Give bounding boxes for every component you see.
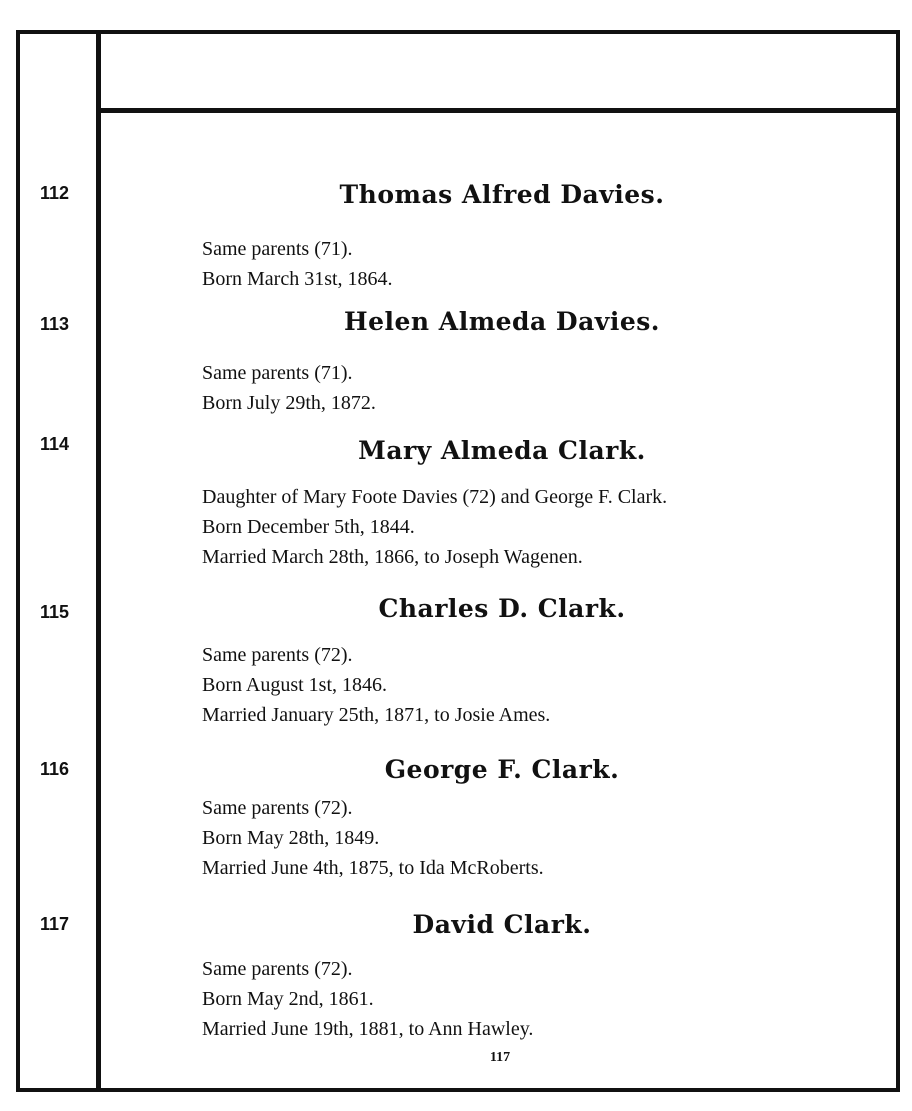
- entry-line: Same parents (72).: [202, 644, 353, 666]
- entry-line: Born March 31st, 1864.: [202, 268, 393, 290]
- entry-line: Same parents (72).: [202, 958, 353, 980]
- entry-line: Daughter of Mary Foote Davies (72) and George F. Clark.: [202, 486, 668, 508]
- entry-name: Mary Almeda Clark.: [358, 436, 646, 465]
- entry-number: 112: [40, 183, 70, 203]
- entry-number: 116: [40, 759, 70, 779]
- entry-details: [202, 954, 533, 1044]
- entry-details: [202, 640, 550, 730]
- entry-line: Married January 25th, 1871, to Josie Ames.: [202, 704, 551, 726]
- entry-name: David Clark.: [412, 910, 592, 939]
- entry-details: [202, 358, 376, 418]
- margin-rule: [96, 30, 101, 1092]
- entry-line: Born August 1st, 1846.: [202, 674, 388, 696]
- entry-details: [202, 234, 393, 294]
- entry-line: Born July 29th, 1872.: [202, 392, 376, 414]
- entry-number: 117: [40, 914, 70, 934]
- entry-number: 114: [40, 434, 70, 454]
- entry-name: Charles D. Clark.: [378, 594, 626, 623]
- entry-line: Married June 19th, 1881, to Ann Hawley.: [202, 1018, 534, 1040]
- entry-details: [202, 482, 667, 572]
- page-number: 117: [489, 1050, 511, 1065]
- entry-name: Helen Almeda Davies.: [343, 307, 661, 336]
- entry-line: Married March 28th, 1866, to Joseph Wagenen.: [202, 546, 583, 568]
- entry-line: Born December 5th, 1844.: [202, 516, 415, 538]
- entry-line: Married June 4th, 1875, to Ida McRoberts.: [202, 857, 544, 879]
- entry-number: 113: [40, 314, 70, 334]
- entry-line: Born May 2nd, 1861.: [202, 988, 374, 1010]
- entry-name: Thomas Alfred Davies.: [339, 180, 665, 209]
- entry-name: George F. Clark.: [384, 755, 620, 784]
- entry-line: Born May 28th, 1849.: [202, 827, 380, 849]
- entry-line: Same parents (72).: [202, 797, 353, 819]
- entry-line: Same parents (71).: [202, 362, 353, 384]
- entry-line: Same parents (71).: [202, 238, 353, 260]
- entry-details: [202, 793, 544, 883]
- header-rule: [100, 108, 900, 113]
- entry-number: 115: [40, 602, 70, 622]
